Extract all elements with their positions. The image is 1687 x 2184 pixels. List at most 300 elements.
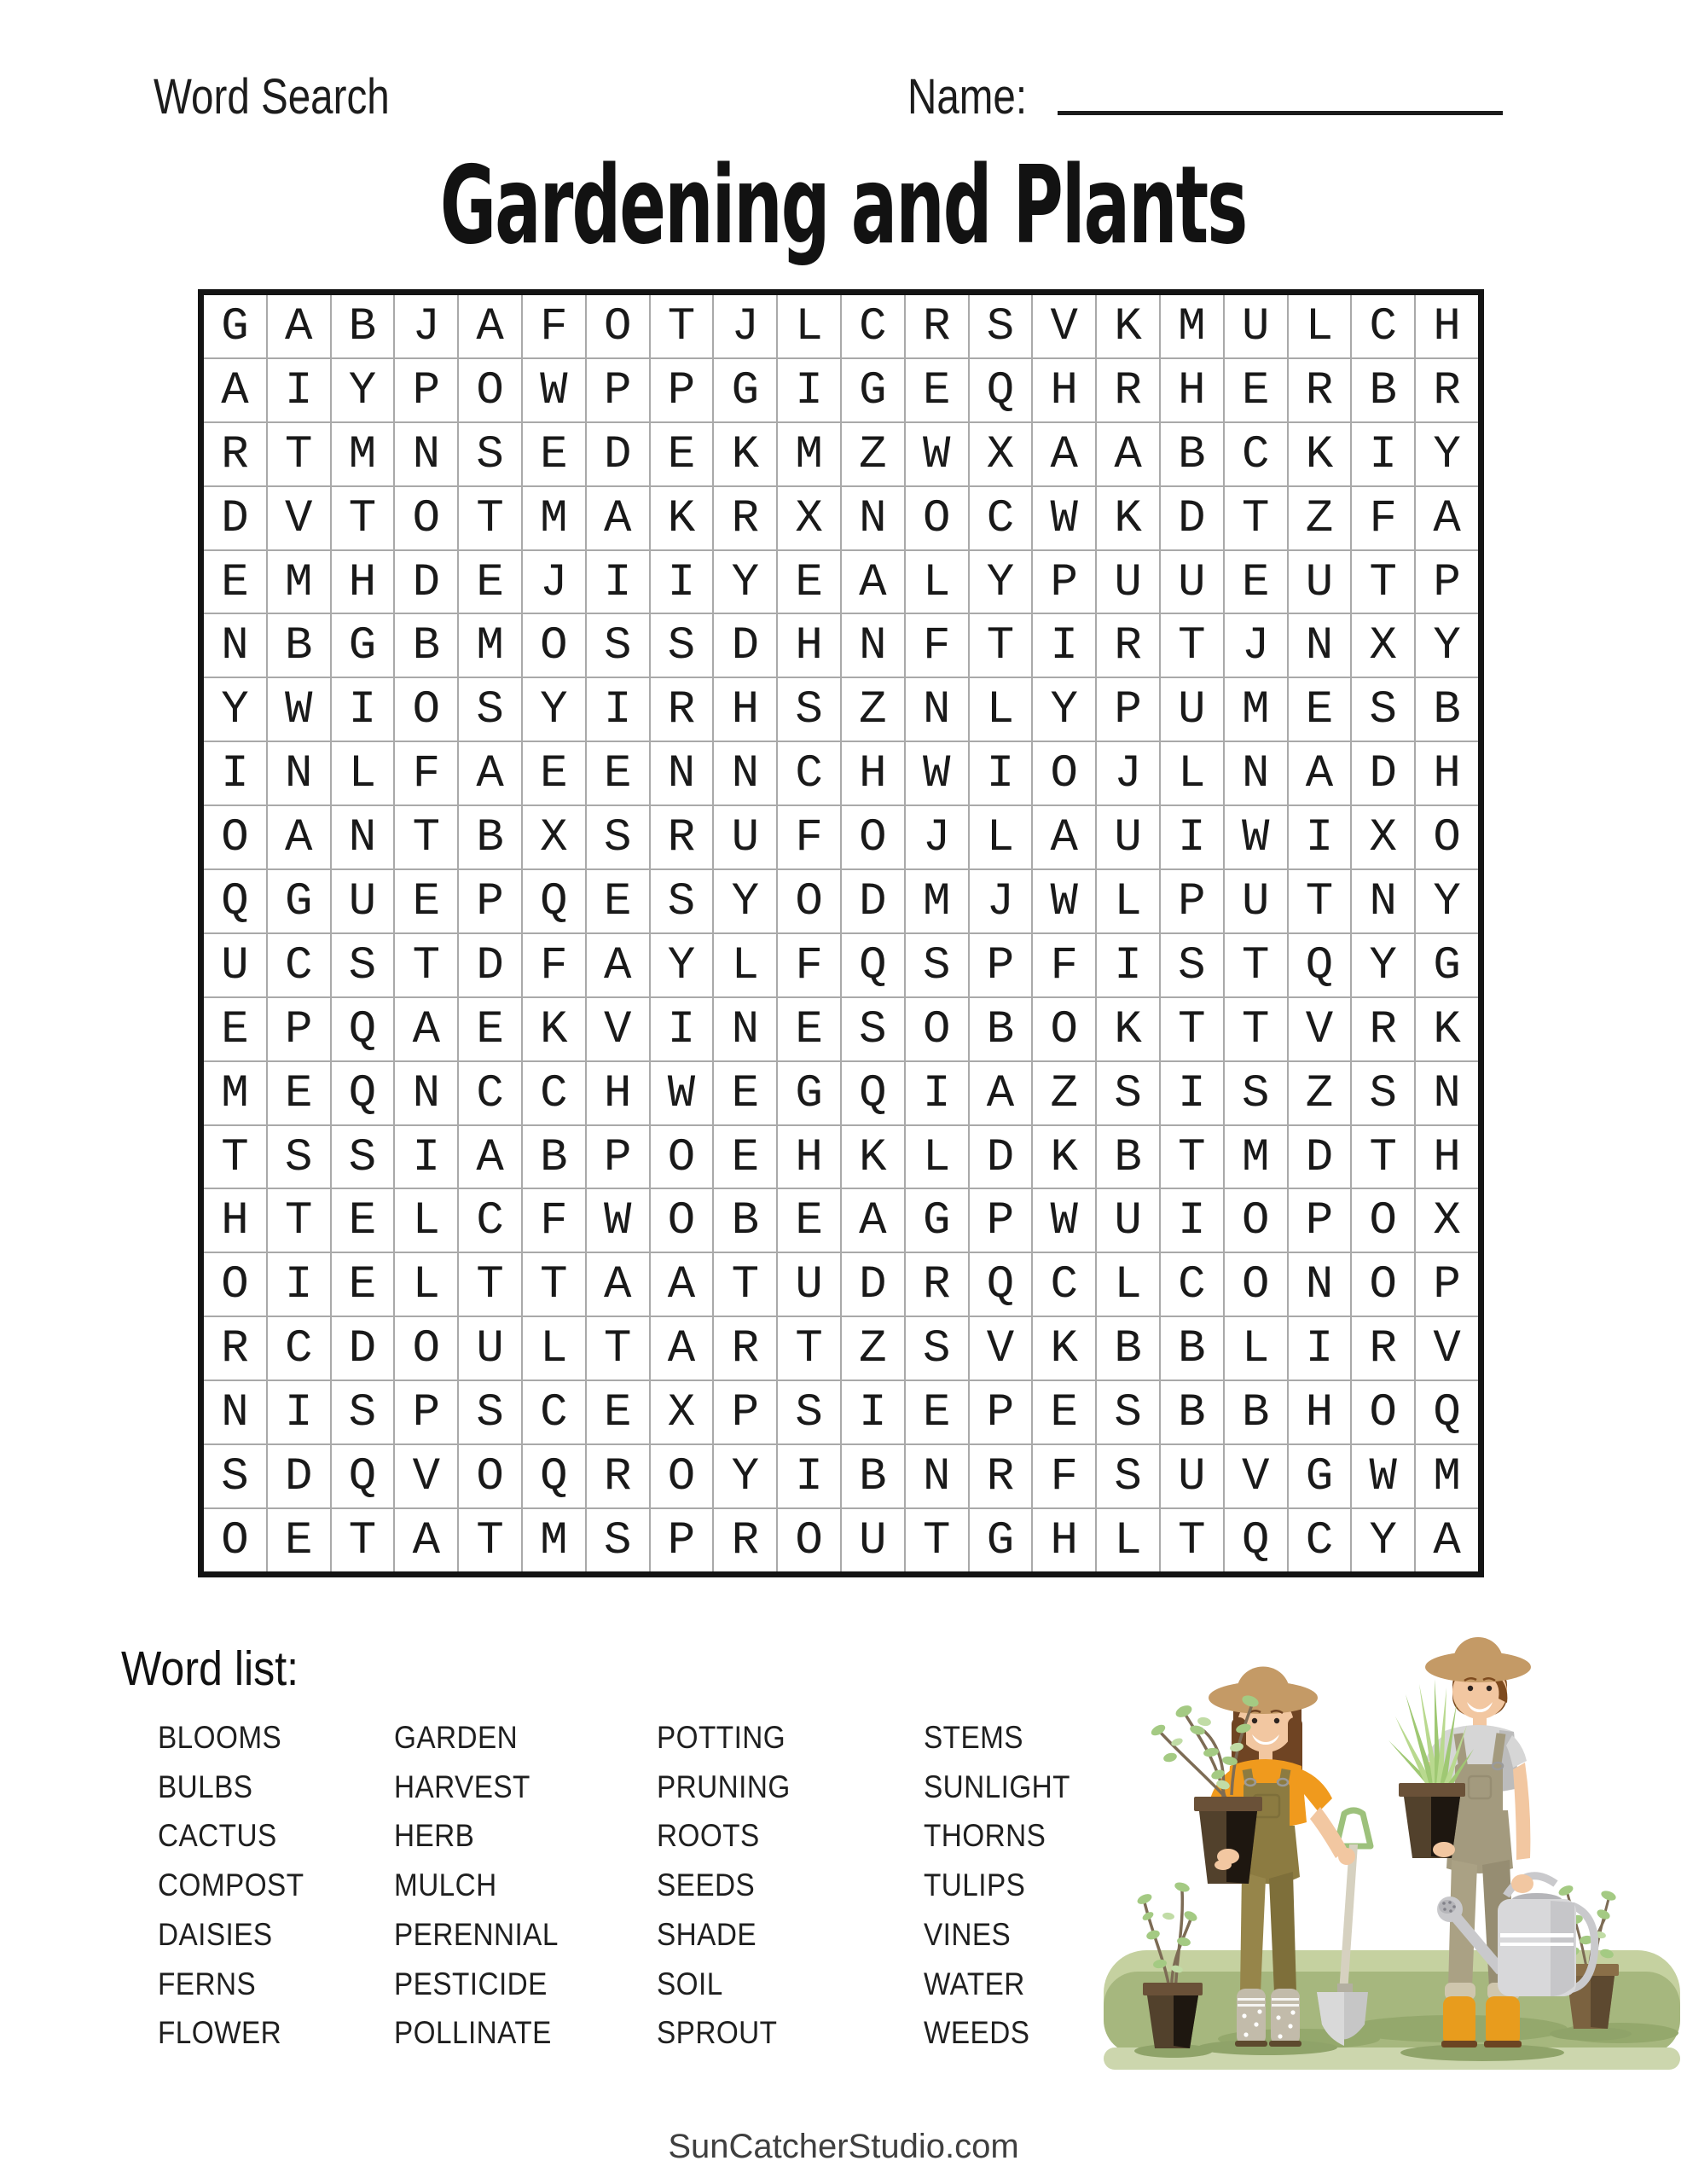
grid-cell: I	[970, 742, 1032, 804]
word-list-item: BULBS	[158, 1769, 253, 1804]
grid-cell: T	[1352, 551, 1414, 613]
grid-cell: I	[268, 359, 330, 421]
grid-cell: Q	[842, 934, 904, 996]
grid-cell: H	[332, 551, 394, 613]
grid-cell: A	[459, 295, 521, 357]
grid-cell: Z	[1033, 1062, 1095, 1124]
grid-cell: E	[459, 998, 521, 1060]
grid-cell: V	[1225, 1445, 1287, 1507]
grid-cell: B	[1097, 1126, 1159, 1188]
grid-cell: I	[587, 551, 649, 613]
grid-cell: E	[651, 423, 713, 485]
grid-cell: N	[1225, 742, 1287, 804]
grid-cell: I	[906, 1062, 968, 1124]
grid-cell: Q	[970, 1253, 1032, 1316]
grid-cell: R	[1416, 359, 1478, 421]
grid-cell: J	[1097, 742, 1159, 804]
grid-cell: F	[523, 295, 585, 357]
word-list-item: SPROUT	[657, 2015, 778, 2051]
grid-cell: S	[459, 423, 521, 485]
grid-cell: O	[395, 1317, 457, 1380]
word-list-column	[394, 1713, 559, 2058]
grid-cell: V	[970, 1317, 1032, 1380]
grid-cell: R	[204, 423, 266, 485]
grid-cell: O	[651, 1126, 713, 1188]
grid-cell: H	[204, 1189, 266, 1252]
grid-cell: H	[1161, 359, 1223, 421]
grid-cell: L	[1097, 1509, 1159, 1571]
grid-cell: I	[1352, 423, 1414, 485]
grid-cell: R	[1352, 1317, 1414, 1380]
grid-cell: S	[1352, 1062, 1414, 1124]
grid-cell: T	[459, 1509, 521, 1571]
word-list-item: FLOWER	[158, 2015, 282, 2051]
grid-cell: U	[842, 1509, 904, 1571]
grid-cell: G	[906, 1189, 968, 1252]
grid-cell: C	[268, 1317, 330, 1380]
word-list-column	[924, 1713, 1070, 2058]
grid-cell: B	[714, 1189, 776, 1252]
grid-cell: E	[523, 742, 585, 804]
grid-cell: S	[459, 1381, 521, 1443]
grid-cell: Y	[204, 678, 266, 741]
word-list-item: PESTICIDE	[394, 1966, 548, 2001]
grid-cell: L	[906, 551, 968, 613]
grid-cell: C	[778, 742, 840, 804]
grid-cell: Y	[970, 551, 1032, 613]
grid-cell: H	[1416, 742, 1478, 804]
grid-cell: O	[1416, 806, 1478, 868]
grid-cell: L	[1225, 1317, 1287, 1380]
word-list-item: PRUNING	[657, 1769, 791, 1804]
word-list-item: HARVEST	[394, 1769, 530, 1804]
word-list-item: HERB	[394, 1818, 475, 1854]
grid-cell: H	[1416, 1126, 1478, 1188]
grid-cell: J	[395, 295, 457, 357]
grid-cell: L	[970, 678, 1032, 741]
grid-cell: E	[714, 1062, 776, 1124]
grid-cell: S	[651, 870, 713, 932]
grid-cell: J	[906, 806, 968, 868]
grid-cell: T	[1225, 998, 1287, 1060]
grid-cell: C	[268, 934, 330, 996]
grid-cell: I	[395, 1126, 457, 1188]
word-list-item: ROOTS	[657, 1818, 760, 1854]
puzzle-title: Gardening and Plants	[440, 142, 1247, 268]
grid-cell: T	[1352, 1126, 1414, 1188]
grid-cell: D	[1289, 1126, 1351, 1188]
grid-cell: E	[906, 359, 968, 421]
grid-cell: K	[1033, 1317, 1095, 1380]
grid-cell: R	[1289, 359, 1351, 421]
grid-cell: R	[651, 678, 713, 741]
grid-cell: W	[1352, 1445, 1414, 1507]
grid-cell: A	[587, 934, 649, 996]
page-type-label: Word Search	[154, 69, 390, 125]
grid-cell: T	[395, 806, 457, 868]
grid-cell: O	[1033, 998, 1095, 1060]
grid-cell: Q	[332, 998, 394, 1060]
word-list-item: WATER	[924, 1966, 1025, 2001]
grid-cell: F	[906, 614, 968, 677]
grid-cell: G	[1289, 1445, 1351, 1507]
grid-cell: T	[1161, 614, 1223, 677]
word-list-item: CACTUS	[158, 1818, 277, 1854]
grid-cell: C	[1352, 295, 1414, 357]
grid-cell: Z	[1289, 487, 1351, 549]
grid-cell: B	[1161, 423, 1223, 485]
grid-cell: A	[587, 1253, 649, 1316]
grid-cell: B	[523, 1126, 585, 1188]
grid-cell: J	[970, 870, 1032, 932]
grid-cell: L	[395, 1189, 457, 1252]
grid-cell: U	[1161, 551, 1223, 613]
grid-cell: S	[778, 678, 840, 741]
word-search-grid	[198, 289, 1484, 1577]
grid-cell: T	[587, 1317, 649, 1380]
grid-cell: R	[714, 1509, 776, 1571]
grid-cell: O	[906, 998, 968, 1060]
grid-cell: Q	[523, 870, 585, 932]
grid-cell: O	[842, 806, 904, 868]
grid-cell: Z	[842, 423, 904, 485]
grid-cell: G	[204, 295, 266, 357]
grid-cell: R	[714, 1317, 776, 1380]
grid-cell: U	[778, 1253, 840, 1316]
grid-cell: P	[459, 870, 521, 932]
word-list-column	[657, 1713, 791, 2058]
grid-cell: D	[714, 614, 776, 677]
grid-cell: P	[395, 359, 457, 421]
grid-cell: O	[1352, 1381, 1414, 1443]
grid-cell: M	[1161, 295, 1223, 357]
grid-cell: H	[842, 742, 904, 804]
grid-cell: T	[970, 614, 1032, 677]
grid-cell: V	[587, 998, 649, 1060]
grid-cell: F	[778, 806, 840, 868]
grid-cell: T	[906, 1509, 968, 1571]
grid-cell: M	[523, 1509, 585, 1571]
grid-cell: T	[1161, 1509, 1223, 1571]
grid-cell: R	[587, 1445, 649, 1507]
grid-cell: K	[1033, 1126, 1095, 1188]
grid-cell: Y	[1033, 678, 1095, 741]
grid-cell: D	[204, 487, 266, 549]
grid-cell: H	[1033, 1509, 1095, 1571]
grid-cell: U	[332, 870, 394, 932]
grid-cell: O	[204, 1253, 266, 1316]
grid-cell: Q	[523, 1445, 585, 1507]
grid-cell: E	[268, 1509, 330, 1571]
grid-cell: O	[395, 678, 457, 741]
grid-cell: F	[1033, 1445, 1095, 1507]
grid-cell: A	[459, 742, 521, 804]
footer-credit: SunCatcherStudio.com	[668, 2128, 1019, 2165]
grid-cell: L	[906, 1126, 968, 1188]
word-list-item: GARDEN	[394, 1720, 519, 1755]
grid-cell: D	[842, 870, 904, 932]
grid-cell: I	[1161, 1062, 1223, 1124]
grid-cell: Y	[1352, 1509, 1414, 1571]
grid-cell: R	[1352, 998, 1414, 1060]
grid-cell: G	[842, 359, 904, 421]
grid-cell: M	[1225, 678, 1287, 741]
grid-cell: X	[651, 1381, 713, 1443]
grid-cell: U	[459, 1317, 521, 1380]
grid-cell: S	[204, 1445, 266, 1507]
grid-cell: V	[395, 1445, 457, 1507]
grid-cell: P	[1033, 551, 1095, 613]
grid-cell: S	[587, 1509, 649, 1571]
gardeners-illustration	[1099, 1602, 1687, 2099]
grid-cell: P	[651, 359, 713, 421]
grid-cell: C	[523, 1062, 585, 1124]
grid-cell: D	[268, 1445, 330, 1507]
grid-cell: O	[523, 614, 585, 677]
grid-cell: N	[842, 487, 904, 549]
grid-cell: B	[1161, 1381, 1223, 1443]
grid-cell: K	[842, 1126, 904, 1188]
grid-cell: X	[778, 487, 840, 549]
grid-cell: W	[523, 359, 585, 421]
grid-cell: M	[459, 614, 521, 677]
grid-cell: L	[332, 742, 394, 804]
grid-cell: I	[651, 551, 713, 613]
grid-cell: N	[906, 1445, 968, 1507]
grid-cell: E	[587, 870, 649, 932]
grid-cell: T	[1161, 1126, 1223, 1188]
grid-cell: S	[1225, 1062, 1287, 1124]
word-list-item: POTTING	[657, 1720, 786, 1755]
grid-cell: O	[1033, 742, 1095, 804]
grid-cell: Y	[714, 551, 776, 613]
grid-cell: E	[204, 998, 266, 1060]
grid-cell: I	[268, 1253, 330, 1316]
grid-cell: T	[714, 1253, 776, 1316]
grid-cell: U	[714, 806, 776, 868]
grid-cell: R	[970, 1445, 1032, 1507]
grid-cell: M	[204, 1062, 266, 1124]
word-list-item: BLOOMS	[158, 1720, 282, 1755]
grid-cell: Y	[1352, 934, 1414, 996]
grid-cell: N	[1352, 870, 1414, 932]
grid-cell: B	[459, 806, 521, 868]
grid-cell: O	[1225, 1253, 1287, 1316]
grid-cell: D	[587, 423, 649, 485]
grid-cell: U	[1097, 551, 1159, 613]
grid-cell: U	[1097, 806, 1159, 868]
grid-cell: J	[523, 551, 585, 613]
grid-cell: F	[778, 934, 840, 996]
name-label: Name:	[907, 69, 1028, 125]
grid-cell: S	[1352, 678, 1414, 741]
grid-cell: B	[842, 1445, 904, 1507]
grid-cell: L	[523, 1317, 585, 1380]
grid-cell: I	[1289, 1317, 1351, 1380]
grid-cell: H	[1033, 359, 1095, 421]
grid-cell: A	[1416, 1509, 1478, 1571]
word-list-item: SHADE	[657, 1916, 757, 1952]
grid-cell: I	[651, 998, 713, 1060]
grid-cell: S	[651, 614, 713, 677]
grid-cell: N	[1289, 614, 1351, 677]
grid-cell: F	[523, 1189, 585, 1252]
grid-cell: E	[523, 423, 585, 485]
grid-cell: O	[587, 295, 649, 357]
grid-cell: L	[395, 1253, 457, 1316]
grid-cell: L	[1161, 742, 1223, 804]
name-blank-line	[1058, 111, 1503, 115]
grid-cell: W	[268, 678, 330, 741]
grid-cell: O	[1352, 1189, 1414, 1252]
grid-cell: Y	[651, 934, 713, 996]
grid-cell: X	[1352, 614, 1414, 677]
grid-cell: W	[1033, 487, 1095, 549]
grid-cell: Y	[523, 678, 585, 741]
grid-cell: O	[651, 1189, 713, 1252]
grid-cell: G	[268, 870, 330, 932]
grid-cell: B	[1416, 678, 1478, 741]
grid-cell: Q	[332, 1062, 394, 1124]
grid-cell: W	[1033, 870, 1095, 932]
grid-cell: S	[1097, 1445, 1159, 1507]
grid-cell: I	[1097, 934, 1159, 996]
word-list-item: STEMS	[924, 1720, 1023, 1755]
grid-cell: E	[1033, 1381, 1095, 1443]
grid-cell: K	[1097, 487, 1159, 549]
grid-cell: J	[1225, 614, 1287, 677]
grid-cell: F	[395, 742, 457, 804]
grid-cell: A	[268, 295, 330, 357]
grid-cell: D	[842, 1253, 904, 1316]
grid-cell: N	[332, 806, 394, 868]
grid-cell: V	[1289, 998, 1351, 1060]
grid-cell: H	[778, 1126, 840, 1188]
grid-cell: A	[204, 359, 266, 421]
grid-cell: I	[1161, 1189, 1223, 1252]
grid-cell: P	[587, 1126, 649, 1188]
grid-cell: A	[1416, 487, 1478, 549]
grid-cell: S	[459, 678, 521, 741]
grid-cell: L	[778, 295, 840, 357]
grid-cell: U	[1289, 551, 1351, 613]
grid-cell: Y	[1416, 423, 1478, 485]
grid-cell: L	[1097, 1253, 1159, 1316]
grid-cell: Y	[1416, 870, 1478, 932]
grid-cell: R	[204, 1317, 266, 1380]
grid-cell: O	[459, 1445, 521, 1507]
grid-cell: C	[970, 487, 1032, 549]
grid-cell: E	[587, 1381, 649, 1443]
grid-cell: M	[778, 423, 840, 485]
grid-cell: D	[1352, 742, 1414, 804]
grid-cell: G	[778, 1062, 840, 1124]
grid-cell: K	[651, 487, 713, 549]
grid-cell: I	[778, 359, 840, 421]
grid-cell: W	[1033, 1189, 1095, 1252]
grid-cell: N	[651, 742, 713, 804]
grid-cell: I	[587, 678, 649, 741]
grid-cell: X	[523, 806, 585, 868]
grid-cell: K	[523, 998, 585, 1060]
grid-cell: G	[1416, 934, 1478, 996]
grid-cell: S	[906, 934, 968, 996]
grid-cell: B	[395, 614, 457, 677]
grid-cell: U	[1097, 1189, 1159, 1252]
grid-cell: A	[395, 998, 457, 1060]
grid-cell: Y	[714, 1445, 776, 1507]
grid-cell: Y	[714, 870, 776, 932]
grid-cell: R	[906, 295, 968, 357]
grid-cell: U	[1225, 870, 1287, 932]
grid-cell: V	[1033, 295, 1095, 357]
grid-cell: V	[268, 487, 330, 549]
grid-cell: W	[906, 742, 968, 804]
grid-cell: W	[651, 1062, 713, 1124]
grid-cell: W	[587, 1189, 649, 1252]
grid-cell: K	[1097, 998, 1159, 1060]
word-list-item: POLLINATE	[394, 2015, 552, 2051]
grid-cell: I	[778, 1445, 840, 1507]
grid-cell: T	[1225, 487, 1287, 549]
grid-cell: P	[268, 998, 330, 1060]
grid-cell: L	[714, 934, 776, 996]
grid-cell: S	[778, 1381, 840, 1443]
grid-cell: E	[1289, 678, 1351, 741]
word-list-item: TULIPS	[924, 1867, 1026, 1903]
grid-cell: D	[459, 934, 521, 996]
grid-cell: F	[523, 934, 585, 996]
grid-cell: O	[1352, 1253, 1414, 1316]
grid-cell: T	[268, 1189, 330, 1252]
grid-cell: M	[1225, 1126, 1287, 1188]
grid-cell: I	[204, 742, 266, 804]
grid-cell: R	[1097, 614, 1159, 677]
grid-cell: J	[714, 295, 776, 357]
grid-cell: R	[1097, 359, 1159, 421]
grid-cell: C	[523, 1381, 585, 1443]
grid-cell: Q	[204, 870, 266, 932]
grid-cell: A	[587, 487, 649, 549]
grid-cell: E	[1225, 551, 1287, 613]
grid-cell: Z	[842, 678, 904, 741]
grid-cell: S	[332, 1381, 394, 1443]
grid-cell: R	[651, 806, 713, 868]
grid-cell: P	[970, 1189, 1032, 1252]
grid-cell: C	[1161, 1253, 1223, 1316]
grid-cell: T	[523, 1253, 585, 1316]
word-list-item: FERNS	[158, 1966, 257, 2001]
grid-cell: S	[587, 614, 649, 677]
grid-cell: B	[1225, 1381, 1287, 1443]
grid-cell: K	[1416, 998, 1478, 1060]
grid-cell: I	[1033, 614, 1095, 677]
grid-cell: E	[778, 1189, 840, 1252]
grid-cell: A	[1289, 742, 1351, 804]
grid-cell: W	[1225, 806, 1287, 868]
grid-cell: P	[970, 934, 1032, 996]
grid-cell: N	[204, 614, 266, 677]
grid-cell: N	[1416, 1062, 1478, 1124]
grid-cell: E	[459, 551, 521, 613]
grid-cell: K	[714, 423, 776, 485]
grid-cell: S	[332, 934, 394, 996]
grid-cell: P	[1416, 1253, 1478, 1316]
grid-cell: I	[1161, 806, 1223, 868]
grid-cell: C	[1289, 1509, 1351, 1571]
grid-cell: B	[332, 295, 394, 357]
grid-cell: U	[204, 934, 266, 996]
